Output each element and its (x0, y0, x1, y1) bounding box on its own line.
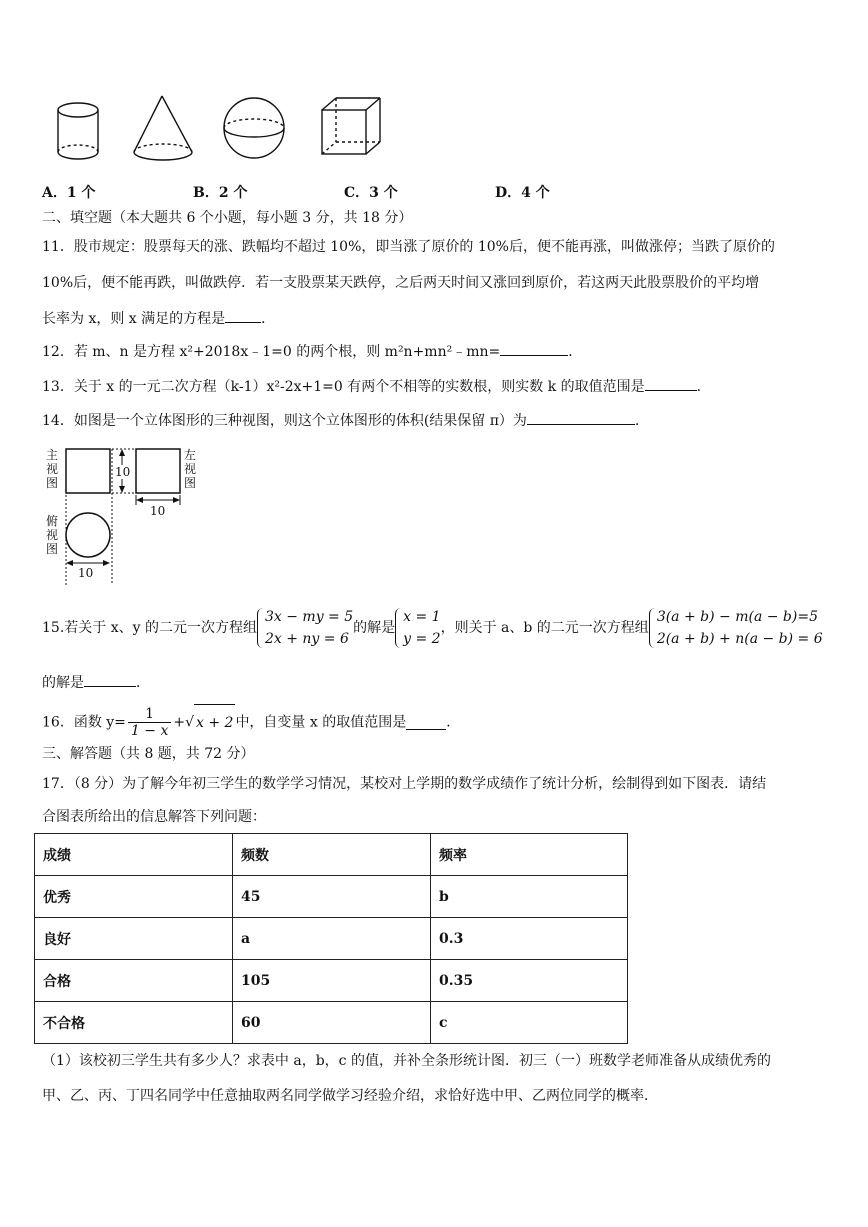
table-row (35, 918, 628, 960)
svg-text:视: 视 (46, 528, 59, 542)
q16-answer-blank[interactable] (406, 715, 446, 730)
cone-icon (134, 96, 192, 160)
three-views-diagram (42, 445, 212, 585)
q16-text-b: 中，自变量 x 的取值范围是 (235, 714, 407, 731)
svg-text:图: 图 (184, 476, 197, 490)
q16-fraction: $\frac{1}{1 - x}$ (128, 706, 171, 739)
q12-end: ． (568, 344, 583, 360)
table-cell: 0.3 (431, 918, 628, 960)
table-cell: 45 (233, 876, 431, 918)
q16-line (42, 704, 460, 741)
q13-line (42, 376, 711, 397)
svg-text:视: 视 (46, 462, 59, 476)
table-cell: c (431, 1002, 628, 1044)
option-a: A．1 个 (42, 185, 96, 201)
table-cell: a (233, 918, 431, 960)
q15-line (42, 606, 823, 650)
table-header: 频数 (233, 834, 431, 876)
q15-text-b: 的解是 (353, 620, 396, 636)
table-cell: 不合格 (35, 1002, 233, 1044)
svg-text:图: 图 (46, 476, 59, 490)
cube-icon (322, 98, 380, 154)
table-cell: 优秀 (35, 876, 233, 918)
option-c: C．3 个 (344, 185, 398, 201)
table-header: 频率 (431, 834, 628, 876)
q11-line3 (42, 308, 275, 329)
height-dimension (114, 449, 130, 493)
q13-end: ． (696, 379, 711, 395)
table-cell: b (431, 876, 628, 918)
table-cell: 合格 (35, 960, 233, 1002)
top-view-circle (66, 513, 110, 557)
option-d: D．4 个 (495, 185, 550, 201)
front-view-label (46, 448, 58, 490)
table-header-row (35, 834, 628, 876)
front-view-square (66, 449, 110, 493)
q11-line2: 10%后，便不能再跌，叫做跌停．若一支股票某天跌停，之后两天时间又涨回到原价，若这两天此股票股价的平均增 (42, 275, 760, 291)
q15-end: ． (136, 675, 150, 691)
left-view-label (184, 448, 196, 490)
q11-answer-blank[interactable] (225, 308, 261, 323)
table-row (35, 1002, 628, 1044)
svg-text:左: 左 (184, 448, 197, 462)
q16-end: ． (446, 714, 461, 731)
q14-text: 14．如图是一个立体图形的三种视图，则这个立体图形的体积(结果保留 π）为 (42, 413, 527, 429)
q16-radicand: x + 2 (194, 704, 235, 741)
q15-text-a: 15.若关于 x、y 的二元一次方程组 (42, 620, 257, 636)
q15-text-d: 的解是 (42, 675, 84, 691)
q13-text: 13．关于 x 的一元二次方程（k-1）x²-2x+1=0 有两个不相等的实数根，则实数 k 的取值范围是 (42, 379, 645, 395)
q15-system-2: 3(a + b) − m(a − b)=5 2(a + b) + n(a − b) = 6 (649, 606, 823, 650)
table-cell: 60 (233, 1002, 431, 1044)
table-cell: 105 (233, 960, 431, 1002)
svg-text:图: 图 (46, 542, 59, 556)
top-view-label (46, 514, 58, 556)
q17-part1-line1: （1）该校初三学生共有多少人？求表中 a，b，c 的值，并补全条形统计图．初三（一）班数学老师准备从成绩优秀的 (42, 1053, 771, 1069)
q13-answer-blank[interactable] (645, 376, 697, 391)
cylinder-icon (58, 103, 98, 159)
q11-line1: 11．股市规定：股票每天的涨、跌幅均不超过 10%，即当涨了原价的 10%后，便不能再涨，叫做涨停；当跌了原价的 (42, 239, 775, 255)
q12-answer-blank[interactable] (500, 341, 568, 356)
width-dimension (136, 495, 180, 518)
svg-text:10: 10 (78, 566, 94, 580)
section-heading-solve: 三、解答题（共 8 题，共 72 分） (42, 746, 255, 762)
svg-text:10: 10 (115, 465, 131, 479)
solid-figures (40, 90, 400, 170)
q15-line2 (42, 672, 150, 693)
svg-text:俯: 俯 (46, 514, 59, 528)
left-view-square (136, 449, 180, 493)
q11-text: 长率为 x，则 x 满足的方程是 (42, 311, 226, 327)
q16-plus: + (173, 714, 186, 731)
table-header: 成绩 (35, 834, 233, 876)
svg-text:视: 视 (184, 462, 197, 476)
q16-text-a: 16．函数 y= (42, 714, 126, 731)
q14-answer-blank[interactable] (527, 410, 635, 425)
q17-line2: 合图表所给出的信息解答下列问题： (42, 809, 266, 825)
q12-line (42, 341, 582, 362)
score-table (34, 833, 628, 1044)
table-row (35, 960, 628, 1002)
q15-system-1: 3x − my = 5 2x + ny = 6 (257, 606, 353, 650)
q15-solution: x = 1 y = 2 (395, 606, 440, 650)
svg-text:主: 主 (46, 448, 59, 462)
section-heading-fill-in: 二、填空题（本大题共 6 个小题，每小题 3 分，共 18 分） (42, 210, 413, 226)
q15-text-c: ，则关于 a、b 的二元一次方程组 (440, 620, 649, 636)
table-cell: 0.35 (431, 960, 628, 1002)
q11-end: ． (261, 311, 276, 327)
q15-answer-blank[interactable] (84, 672, 136, 687)
q14-end: ． (634, 413, 649, 429)
q14-line (42, 410, 649, 431)
sphere-icon (224, 98, 284, 158)
svg-text:10: 10 (150, 504, 166, 518)
q17-line1: 17．（8 分）为了解今年初三学生的数学学习情况，某校对上学期的数学成绩作了统计分析，绘制得到如下图表．请结 (42, 776, 767, 792)
table-row (35, 876, 628, 918)
depth-dimension (66, 560, 110, 580)
q12-text: 12．若 m、n 是方程 x²+2018x﹣1=0 的两个根，则 m²n+mn²﹣mn= (42, 344, 501, 360)
option-b: B．2 个 (193, 185, 248, 201)
table-cell: 良好 (35, 918, 233, 960)
q17-part1-line2: 甲、乙、丙、丁四名同学中任意抽取两名同学做学习经验介绍，求恰好选中甲、乙两位同学的概率． (42, 1088, 658, 1104)
sqrt-icon: √ (185, 714, 194, 731)
